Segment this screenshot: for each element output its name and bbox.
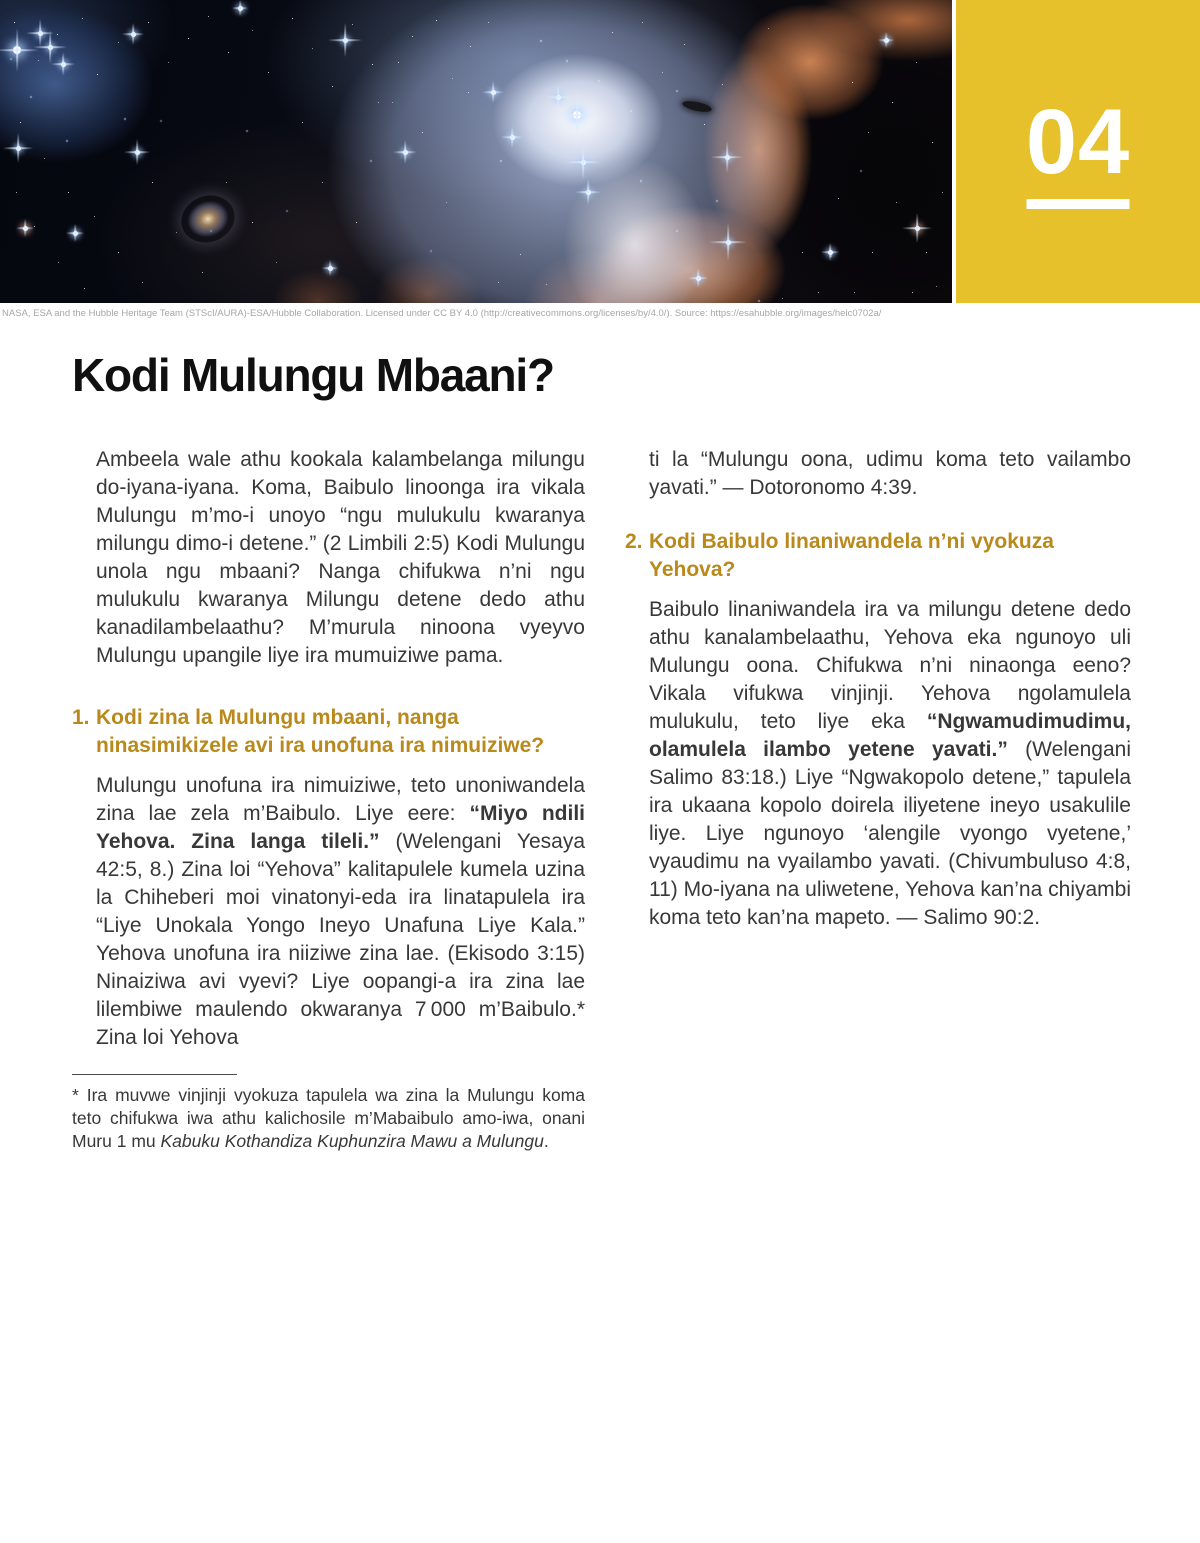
star-icon [581, 160, 586, 165]
star-icon [915, 226, 920, 231]
chapter-number-block [956, 0, 1200, 303]
star-icon [491, 90, 496, 95]
star-icon [135, 150, 140, 155]
star-icon [238, 6, 243, 11]
question-1-text: Kodi zina la Mulungu mbaani, nanga ninasimikizele avi ira unofuna ira nimuiziwe? [96, 706, 545, 757]
question-1-heading [72, 704, 585, 760]
column-left [72, 446, 585, 1153]
star-icon [573, 111, 581, 119]
question-2-answer: Baibulo linaniwandela ira va milungu detene dedo athu kanalambelaathu, Yehova eka ngunoyo uli Mulungu oona. Chifukwa n’ni ninaonga eeno? Vikala vifukwa vinjinji. Yehova ngolamulela mulukulu, teto liye eka “Ngwamudimudimu, olamulela ilambo yetene yavati.” (Welengani Salimo 83:18.) Liye “Ngwakopolo detene,” tapulela ira ukaana kopolo doirela iliyetene ineyo usakulile liye. Liye ngunoyo ‘alengile vyongo vyetene,’ vyaudimu na vyailambo yavati. (Chivumbuluso 4:8, 11) Mo-iyana na uliwetene, Yehova kan’na chiyambi koma teto kan’na mapeto. — Salimo 90:2. [649, 598, 1131, 929]
star-icon [343, 38, 348, 43]
star-icon [696, 276, 701, 281]
star-icon [16, 146, 21, 151]
star-icon [23, 226, 28, 231]
page-title: Kodi Mulungu Mbaani? [72, 349, 554, 401]
question-2-heading [625, 528, 1131, 584]
question-1-answer: Mulungu unofuna ira nimuiziwe, teto unoniwandela zina lae zela m’Baibulo. Liye eere: “Miyo ndili Yehova. Zina langa tileli.” (Welengani Yesaya 42:5, 8.) Zina loi “Yehova” kalitapulele kumela uzina la Chiheberi moi vinatonyi-eda ira linatapulela ira “Liye Unokala Yongo Ineyo Unafuna Liye Kala.” Yehova unofuna ira niiziwe zina lae. (Ekisodo 3:15) Ninaiziwa avi vyevi? Liye oopangi-a ira zina lae lilembiwe maulendo okwaranya 7 000 m’Baibulo.* Zina loi Yehova [96, 774, 586, 1049]
spiral-galaxy-icon [175, 188, 241, 250]
dark-dust-icon [681, 99, 712, 114]
star-icon [131, 32, 136, 37]
intro-paragraph: Ambeela wale athu kookala kalambelanga milungu do-iyana-iyana. Koma, Baibulo linoonga ira vikala Mulungu m’mo-i unoyo “ngu mulukulu kwaranya milungu dimo-i detene.” (2 Limbili 2:5) Kodi Mulungu unola ngu mbaani? Nanga chifukwa n’ni ngu mulukulu kwaranya Milungu detene dedo athu kanadilambelaathu? M’murula ninoona vyeyvo Mulungu upangile liye ira mumuiziwe pama. [96, 448, 585, 667]
star-icon [586, 190, 591, 195]
star-icon [403, 150, 408, 155]
question-2-number: 2. [625, 530, 643, 553]
star-icon [73, 231, 78, 236]
star-icon [725, 155, 730, 160]
star-icon [13, 46, 21, 54]
column-right [625, 446, 1131, 1153]
footnote-text: * Ira muvwe vinjinji vyokuza tapulela wa zina la Mulungu koma teto chifukwa iwa athu kalichosile m’Mabaibulo amo-iwa, onani Muru 1 mu Kabuku Kothandiza Kuphunzira Mawu a Mulungu. [72, 1085, 585, 1151]
hero-image-nebula [0, 0, 952, 303]
starfield-glow-icon [0, 0, 2, 2]
star-icon [828, 250, 833, 255]
star-icon [726, 240, 731, 245]
question-1-number: 1. [72, 706, 90, 729]
star-icon [328, 266, 333, 271]
star-icon [510, 135, 515, 140]
article-columns [72, 446, 1131, 1153]
hero-section [0, 0, 1200, 303]
chapter-underline [1027, 199, 1130, 209]
question-1-answer-continuation: ti la “Mulungu oona, udimu koma teto vailambo yavati.” — Dotoronomo 4:39. [649, 448, 1131, 499]
footnote-divider [72, 1074, 237, 1075]
image-credit: NASA, ESA and the Hubble Heritage Team (STScI/AURA)-ESA/Hubble Collaboration. Licensed under CC BY 4.0 (http://creativecommons.org/licenses/by/4.0/). Source: https://esahubble.org/images/heic0702a/ [2, 308, 882, 319]
star-icon [884, 38, 889, 43]
star-icon [61, 62, 66, 67]
question-2-text: Kodi Baibulo linaniwandela n’ni vyokuza Yehova? [649, 530, 1054, 581]
star-icon [48, 45, 53, 50]
star-icon [556, 95, 561, 100]
chapter-number: 04 [1025, 91, 1131, 193]
star-icon [38, 31, 43, 36]
